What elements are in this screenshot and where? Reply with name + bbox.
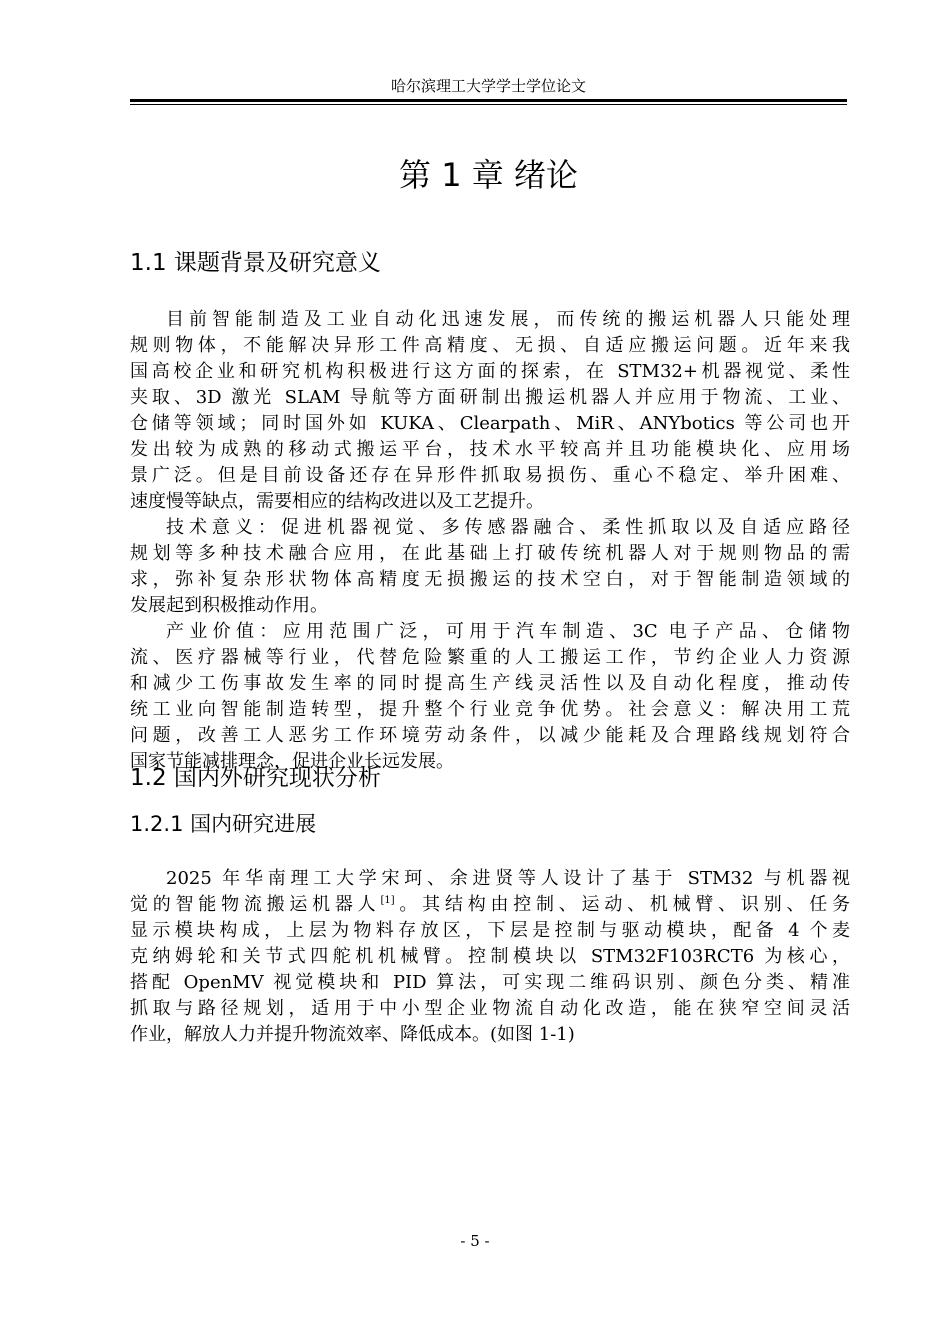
paragraph-line: 国家节能减排理念，促进企业长远发展。 (130, 751, 454, 772)
paragraph-line: 作业，解放人力并提升物流效率、降低成本。(如图 1-1) (130, 1024, 575, 1045)
header-rule-thin (130, 104, 847, 105)
subsection-heading-1-2-1: 1.2.1 国内研究进展 (130, 812, 317, 836)
citation-reference: [1] (380, 895, 395, 906)
running-header: 哈尔滨理工大学学士学位论文 (390, 77, 586, 95)
paragraph-line: 技术意义：促进机器视觉、多传感器融合、柔性抓取以及自适应路径 (166, 517, 850, 538)
section-heading-1-2: 1.2 国内外研究现状分析 (130, 765, 381, 791)
section-1-1-body (130, 307, 850, 775)
paragraph-line: 克纳姆轮和关节式四舵机机械臂。控制模块以 STM32F103RCT6 为核心， (130, 946, 850, 967)
paragraph-line: 国高校企业和研究机构积极进行这方面的探索，在 STM32+机器视觉、柔性 (130, 361, 850, 382)
paragraph-line: 抓取与路径规划，适用于中小型企业物流自动化改造，能在狭窄空间灵活 (130, 998, 850, 1019)
paragraph-line (130, 892, 850, 918)
paragraph-line: 求，弥补复杂形状物体高精度无损搬运的技术空白，对于智能制造领域的 (130, 569, 850, 590)
paragraph-line: 和减少工伤事故发生率的同时提高生产线灵活性以及自动化程度，推动传 (130, 673, 850, 694)
paragraph-line: 规则物体，不能解决异形工件高精度、无损、自适应搬运问题。近年来我 (130, 335, 850, 356)
paragraph-line: 流、医疗器械等行业，代替危险繁重的人工搬运工作，节约企业人力资源 (130, 647, 850, 668)
paragraph-line: 发出较为成熟的移动式搬运平台，技术水平较高并且功能模块化、应用场 (130, 439, 850, 460)
paragraph-line: 仓储等领域；同时国外如 KUKA、Clearpath、MiR、ANYbotics 等公司也开 (130, 413, 850, 434)
paragraph-line: 产业价值：应用范围广泛，可用于汽车制造、3C 电子产品、仓储物 (166, 621, 850, 642)
paragraph-line: 发展起到积极推动作用。 (130, 595, 328, 616)
line-text: 。其结构由控制、运动、机械臂、识别、任务 (394, 894, 851, 915)
paragraph-line: 问题，改善工人恶劣工作环境劳动条件，以减少能耗及合理路线规划符合 (130, 725, 850, 746)
paragraph-line: 速度慢等缺点，需要相应的结构改进以及工艺提升。 (130, 491, 544, 512)
section-heading-1-1: 1.1 课题背景及研究意义 (130, 250, 381, 276)
header-rule-thick (130, 99, 847, 102)
page-number: - 5 - (460, 1232, 490, 1250)
paragraph-line: 搭配 OpenMV 视觉模块和 PID 算法，可实现二维码识别、颜色分类、精准 (130, 972, 850, 993)
paragraph-line: 目前智能制造及工业自动化迅速发展，而传统的搬运机器人只能处理 (166, 309, 850, 330)
line-text: 觉的智能物流搬运机器人 (130, 894, 381, 915)
paragraph-line: 景广泛。但是目前设备还存在异形件抓取易损伤、重心不稳定、举升困难、 (130, 465, 850, 486)
chapter-title: 第 1 章 绪论 (399, 156, 578, 194)
paragraph-line: 2025 年华南理工大学宋珂、余进贤等人设计了基于 STM32 与机器视 (166, 868, 850, 889)
paragraph-line: 规划等多种技术融合应用，在此基础上打破传统机器人对于规则物品的需 (130, 543, 850, 564)
paragraph-line: 夹取、3D 激光 SLAM 导航等方面研制出搬运机器人并应用于物流、工业、 (130, 387, 850, 408)
paragraph-line: 显示模块构成，上层为物料存放区，下层是控制与驱动模块，配备 4 个麦 (130, 920, 850, 941)
section-1-2-1-body (130, 866, 850, 1048)
paragraph-line: 统工业向智能制造转型，提升整个行业竞争优势。社会意义：解决用工荒 (130, 699, 850, 720)
